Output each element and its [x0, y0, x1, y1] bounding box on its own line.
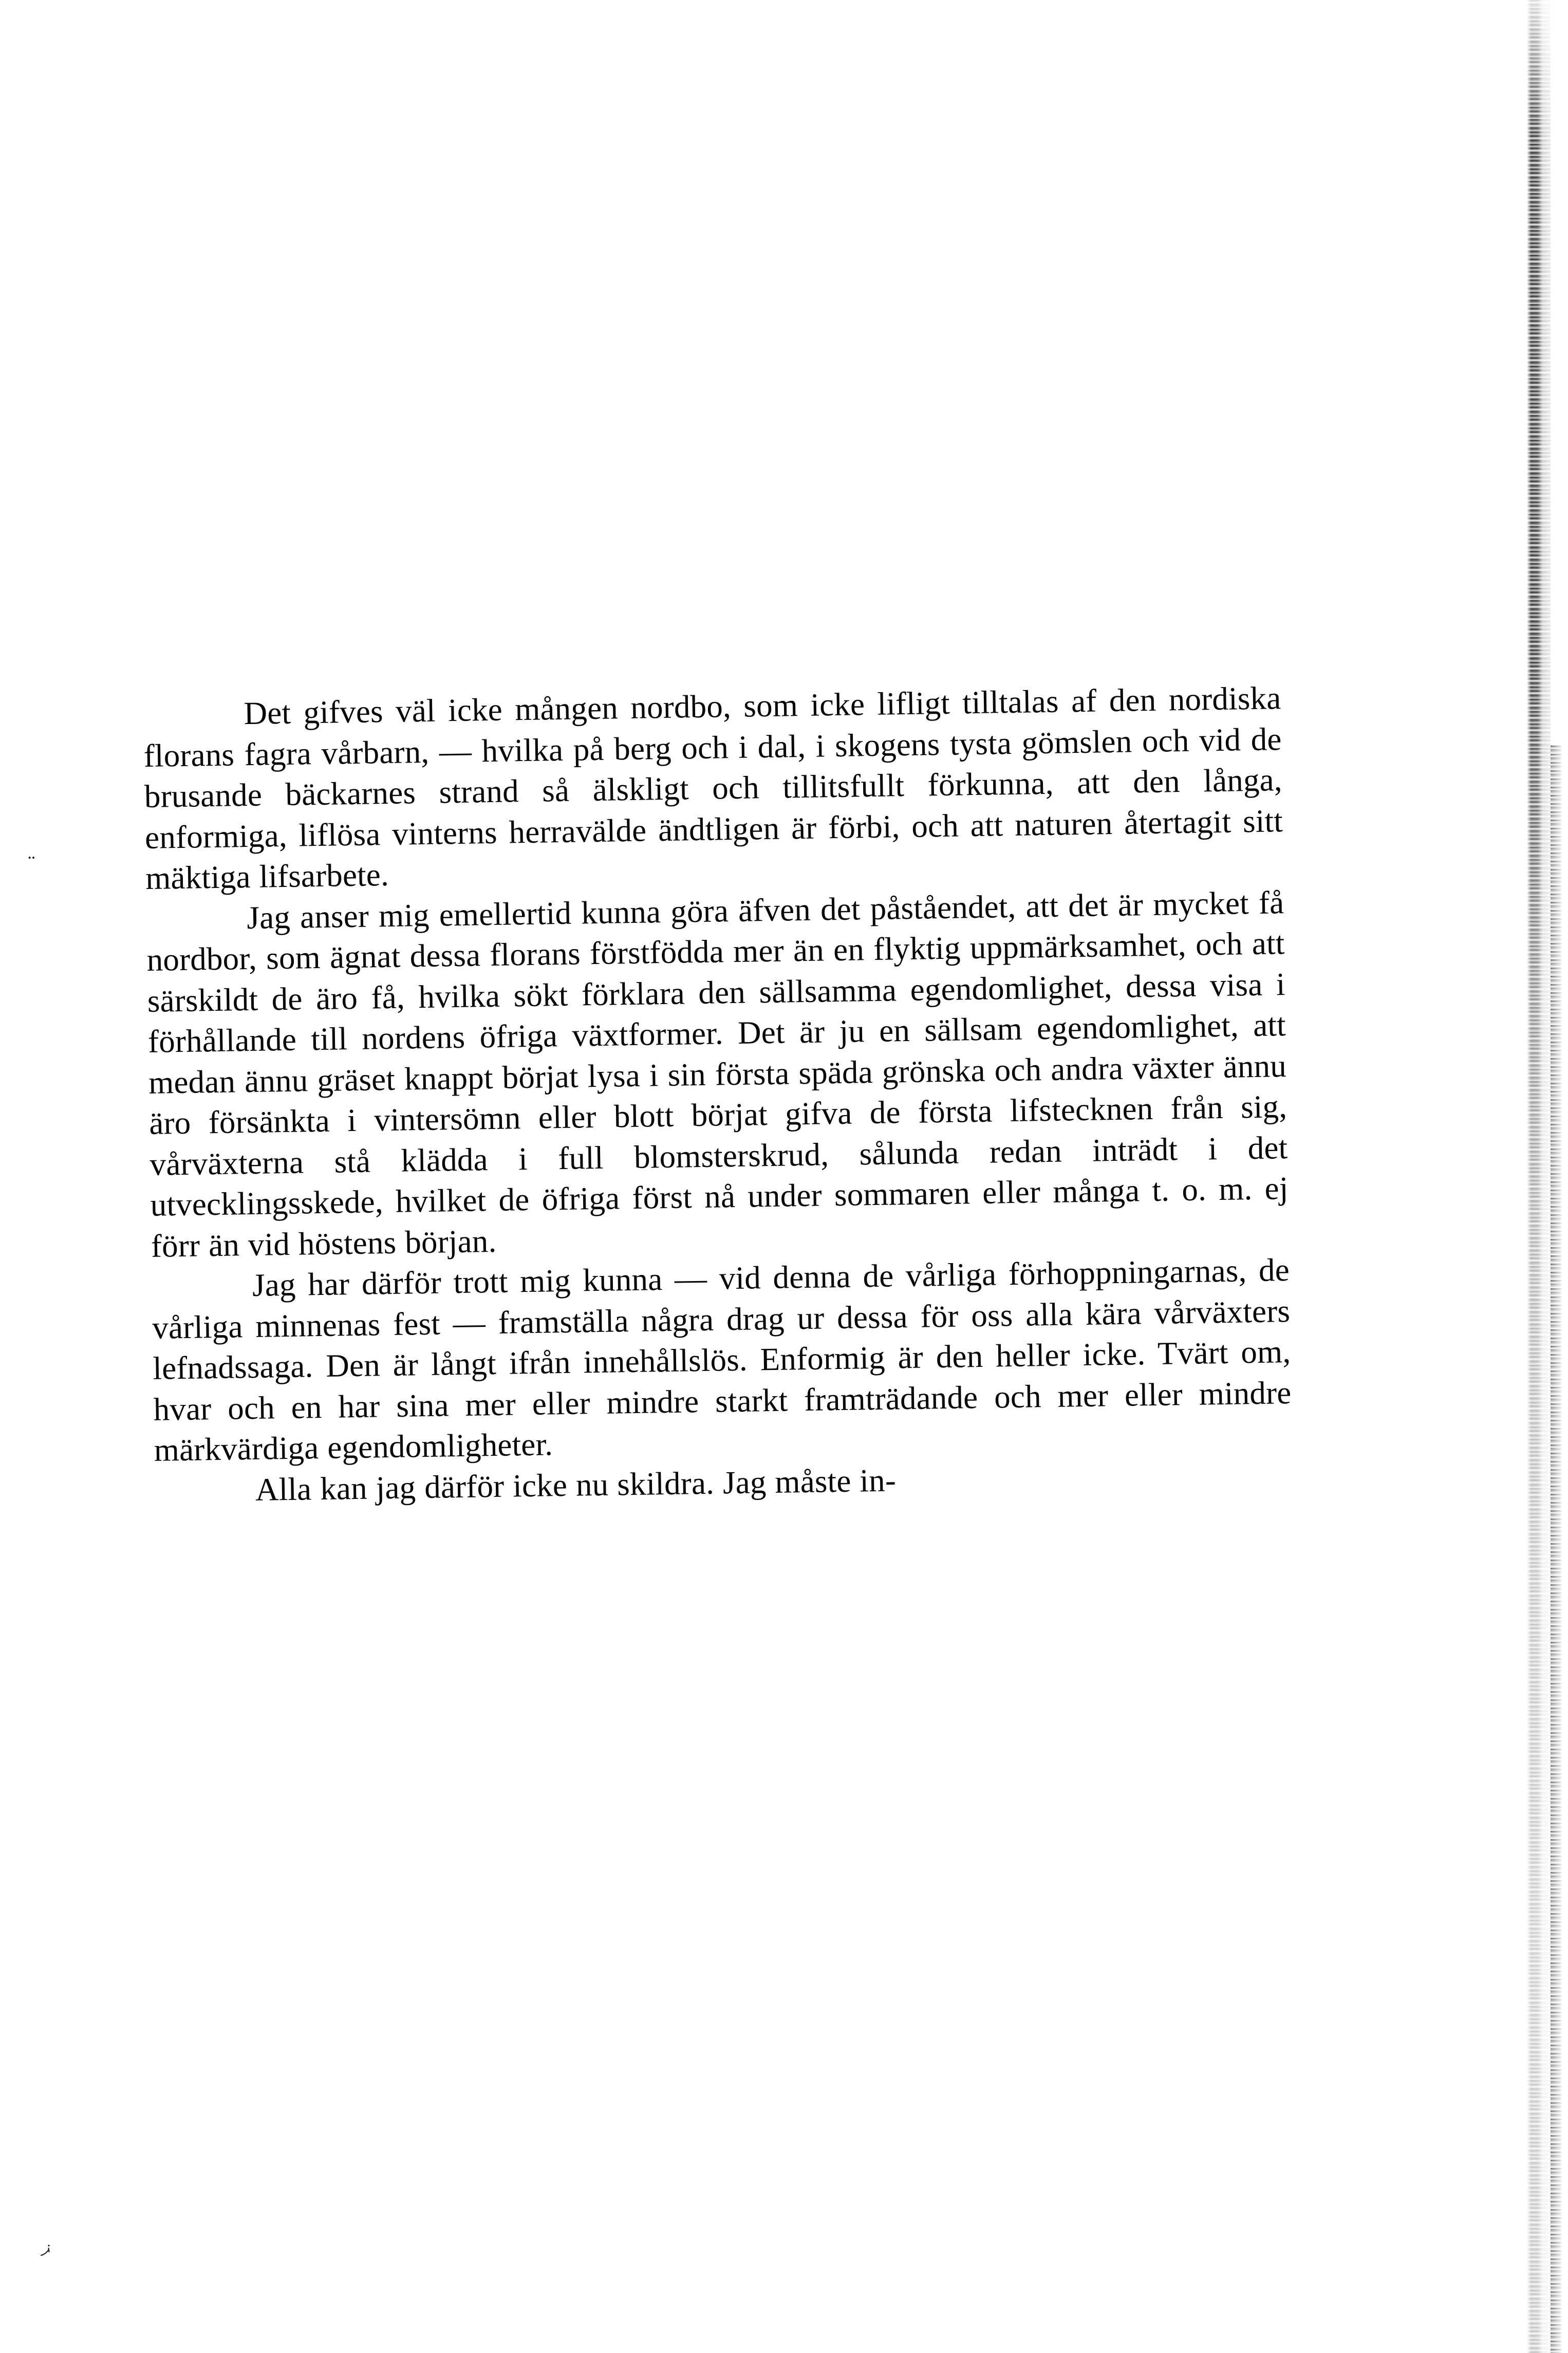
margin-ink-speck-artifact: ··: [27, 848, 34, 867]
pencil-mark-artifact: [40, 2244, 53, 2261]
paragraph-2: Jag anser mig emellertid kunna göra äfven det påståendet, att det är mycket få nordbor, som ägnat dessa florans förstfödda mer än en flyktig uppmärksamhet, och att särskildt de äro få, hvilka sökt förklara den sällsamma egendomlighet, dessa visa i förhållande till nordens öfriga växtformer. Det är ju en sällsam egendomlighet, att medan ännu gräset knappt börjat lysa i sin första späda grönska och andra växter ännu äro försänkta i vintersömn eller blott börjat gifva de första lifstecknen från sig, vårväxterna stå klädda i full blomsterskrud, sålunda redan inträdt i det utvecklingsskede, hvilket de öfriga först nå under sommaren eller många t. o. m. ej förr än vid höstens början.: [146, 884, 1289, 1264]
paragraph-1: Det gifves väl icke mången nordbo, som icke lifligt tilltalas af den nordiska florans fagra vårbarn, — hvilka på berg och i dal, i skogens tysta gömslen och vid de brusande bäckarnes strand så älskligt och tillitsfullt förkunna, att den långa, enformiga, liflösa vinterns herravälde ändtligen är förbi, och att naturen återtagit sitt mäktiga lifsarbete.: [143, 680, 1283, 896]
paragraph-3: Jag har därför trott mig kunna — vid denna de vårliga förhoppningarnas, de vårliga minnenas fest — framställa några drag ur dessa för oss alla kära vårväxters lefnadssaga. Den är långt ifrån innehållslös. Enformig är den heller icke. Tvärt om, hvar och en har sina mer eller mindre starkt framträdande och mer eller mindre märkvärdiga egendomligheter.: [152, 1252, 1292, 1468]
page-text-block: [143, 678, 1293, 1512]
scan-edge-speckle-artifact: [1551, 745, 1562, 2353]
scan-edge-shadow-artifact: [1527, 0, 1551, 2353]
paragraph-4: Alla kan jag därför icke nu skildra. Jag måste in-: [255, 1461, 897, 1508]
